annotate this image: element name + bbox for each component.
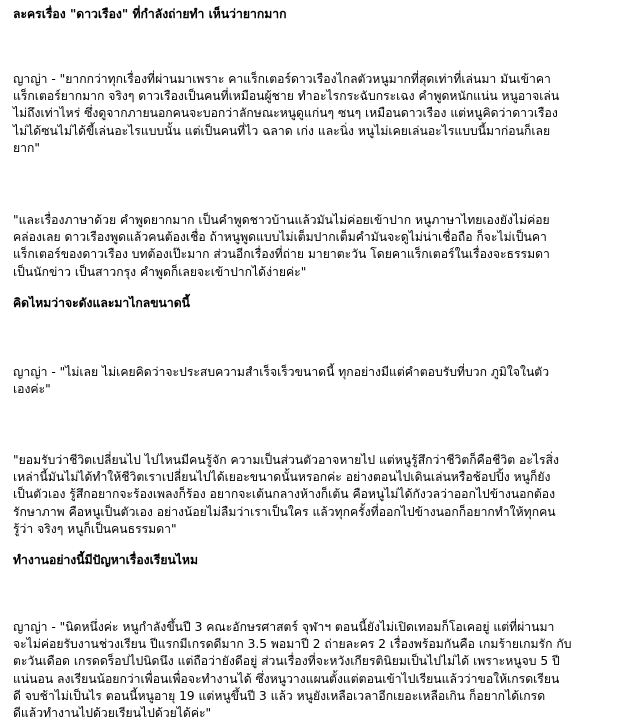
- paragraph-line: ยาก": [13, 140, 40, 155]
- paragraph-line: เป็นตัวเอง รู้สึกอยากจะร้องเพลงก็ร้อง อยากจะเต้นกลางห้างก็เต้น คือหนูไม่ได้กังวลว่าออกไปข้างนอกต้อง: [13, 487, 556, 502]
- answer-paragraph-5: [13, 619, 571, 722]
- paragraph-line: ดีแล้วทำงานไปด้วยเรียนไปด้วยได้ค่ะ": [13, 706, 212, 721]
- paragraph-line: เองค่ะ": [13, 382, 51, 397]
- paragraph-line: รักษาภาพ คือหนูเป็นตัวเอง อย่างน้อยไม่ลืมว่าเราเป็นใคร แล้วทุกครั้งที่ออกไปข้างนอกก็อยากทำให้ทุกคน: [13, 504, 556, 519]
- answer-paragraph-4: [13, 452, 559, 538]
- paragraph-line: "ยอมรับว่าชีวิตเปลี่ยนไป ไปไหนมีคนรู้จัก ความเป็นส่วนตัวอาจหายไป แต่หนูรู้สึกว่าชีวิตก็คือชีวิต อะไรสิ่ง: [13, 453, 559, 467]
- paragraph-line: ตะวันเดือด เกรดดร็อปไปนิดนึง แต่ถือว่ายังดีอยู่ ส่วนเรื่องที่จะหวังเกียรตินิยมเป็นไปไม่ได้ เพราะหนูจบ 5 ปี: [13, 654, 560, 669]
- paragraph-line: ไม่ได้ซนไม่ได้ขี้เล่นอะไรแบบนั้น แต่เป็นคนที่ไว ฉลาด เก่ง และนิ่ง หนูไม่เคยเล่นอะไรแบบนี้มาก่อนก็เลย: [13, 123, 551, 138]
- paragraph-line: ไม่ถึงเท่าไหร่ ซึ่งดูจากภายนอกคนจะบอกว่าลักษณะหนูดูแก่นๆ ซนๆ เหมือนดาวเรือง แต่หนูคิดว่าดาวเรือง: [13, 106, 558, 121]
- paragraph-line: จะไม่ค่อยรับงานช่วงเรียน ปีแรกมีเกรดดีมาก 3.5 พอมาปี 2 ถ่ายละคร 2 เรื่องพร้อมกันคือ เกมร้ายเกมรัก กับ: [13, 637, 572, 652]
- paragraph-line: รู้ว่า จริงๆ หนูก็เป็นคนธรรมดา": [13, 521, 177, 536]
- paragraph-line: แร็กเตอร์ยากมาก จริงๆ ดาวเรืองเป็นคนที่เหมือนผู้ชาย ทำอะไรกระฉับกระเฉง คำพูดหนักแน่น หนูอาจเล่น: [13, 89, 560, 104]
- paragraph-line: "และเรื่องภาษาด้วย คำพูดยากมาก เป็นคำพูดชาวบ้านแล้วมันไม่ค่อยเข้าปาก หนูภาษาไทยเองยังไม่ค่อย: [13, 213, 550, 227]
- answer-paragraph-2: [13, 212, 550, 281]
- article-title: ละครเรื่อง "ดาวเรือง" ที่กำลังถ่ายทำ เห็นว่ายากมาก: [13, 7, 287, 21]
- paragraph-line: ญาญ่า - "นิดหนึ่งค่ะ หนูกำลังขึ้นปี 3 คณะอักษรศาสตร์ จุฬาฯ ตอนนี้ยังไม่เปิดเทอมก็โอเคอยู่ แต่ที่ผ่านมา: [13, 620, 555, 634]
- paragraph-line: เหล่านี้มันไม่ได้ทำให้ชีวิตเราเปลี่ยนไปได้เยอะขนาดนั้นหรอกค่ะ อย่างตอนไปเดินเล่นหรือช้อปปิ้ง หนูก็ยัง: [13, 470, 551, 485]
- paragraph-line: แร็กเตอร์ของดาวเรือง บทต้องเป๊ะมาก ส่วนอีกเรื่องที่ถ่าย มายาตะวัน โดยคาแร็กเตอร์ในเรื่องจะธรรมดา: [13, 247, 550, 262]
- answer-paragraph-1: [13, 71, 559, 157]
- answer-paragraph-3: [13, 364, 549, 398]
- paragraph-line: ญาญ่า - "ไม่เลย ไม่เคยคิดว่าจะประสบความสำเร็จเร็วขนาดนี้ ทุกอย่างมีแต่คำตอบรับที่บวก ภูมิใจในตัว: [13, 365, 550, 379]
- paragraph-line: ดี จบช้าไม่เป็นไร ตอนนี้หนูอายุ 19 แต่หนูขึ้นปี 3 แล้ว หนูยังเหลือเวลาอีกเยอะเหลือเกิน ก็อยากได้เกรด: [13, 688, 546, 703]
- question-heading-3: ทำงานอย่างนี้มีปัญหาเรื่องเรียนไหม: [13, 553, 198, 567]
- question-heading-2: คิดไหมว่าจะดังและมาไกลขนาดนี้: [13, 296, 190, 310]
- paragraph-line: แน่นอน ลงเรียนน้อยกว่าเพื่อนเพื่อจะทำงานได้ ซึ่งหนูวางแผนตั้งแต่ตอนเข้าไปเรียนแล้วว่าขอให้เกรดเรียน: [13, 671, 560, 686]
- paragraph-line: เป็นนักข่าว เป็นสาวกรุง คำพูดก็เลยจะเข้าปากได้ง่ายค่ะ": [13, 264, 307, 279]
- paragraph-line: คล่องเลย ดาวเรืองพูดแล้วคนต้องเชื่อ ถ้าหนูพูดแบบไม่เต็มปากเต็มคำมันจะดูไม่น่าเชื่อถือ ก็จะไม่เป็นคา: [13, 230, 547, 245]
- paragraph-line: ญาญ่า - "ยากกว่าทุกเรื่องที่ผ่านมาเพราะ คาแร็กเตอร์ดาวเรืองไกลตัวหนูมากที่สุดเท่าที่เล่นมา มันเข้าคา: [13, 72, 551, 86]
